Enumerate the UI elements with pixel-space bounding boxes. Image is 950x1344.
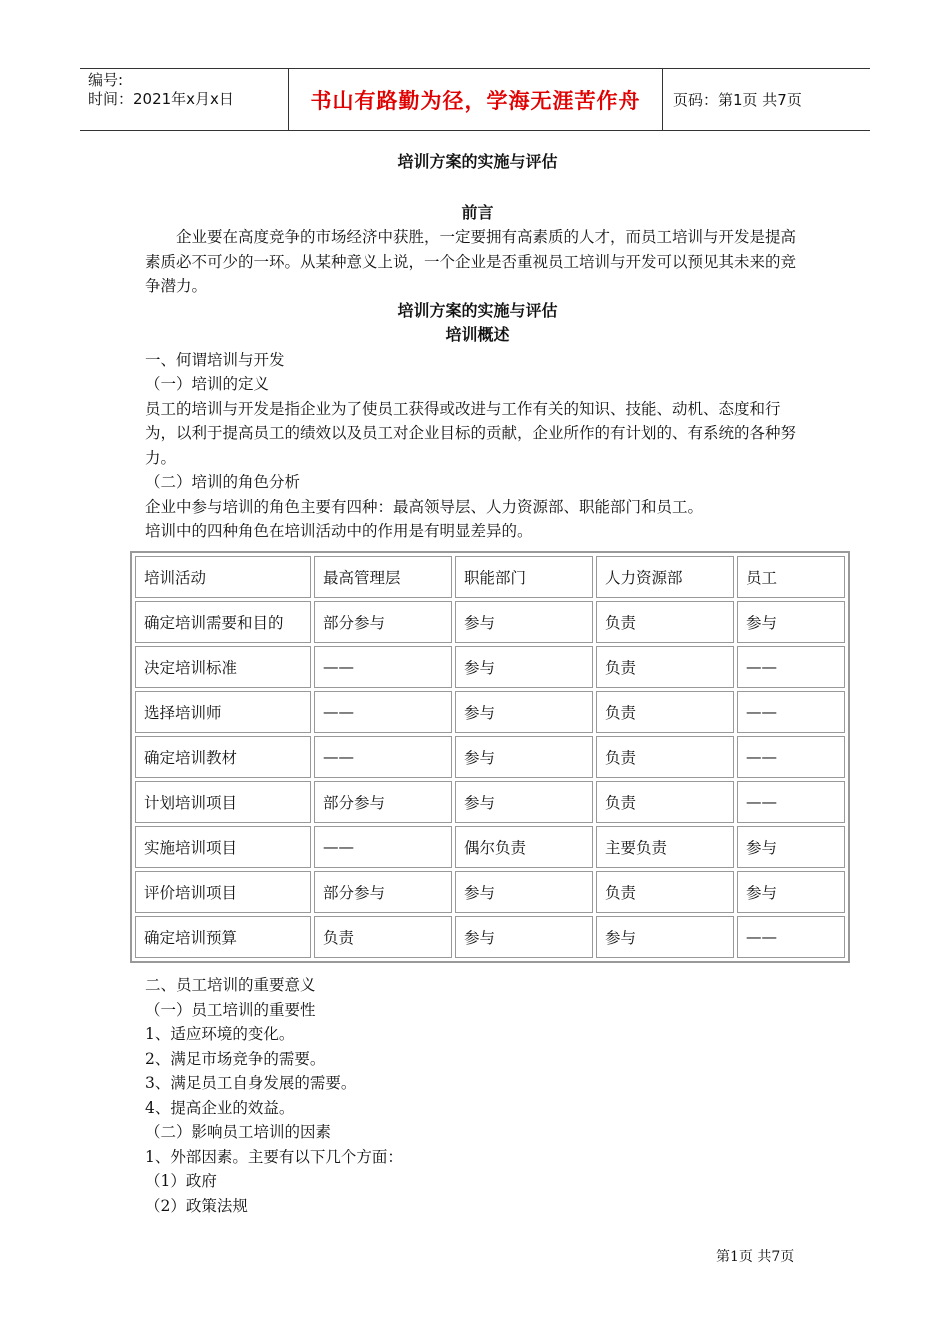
table-header-cell: 职能部门 — [455, 556, 593, 598]
table-cell: —— — [737, 916, 845, 958]
text-line: 企业中参与培训的角色主要有四种：最高领导层、人力资源部、职能部门和员工。 — [145, 497, 704, 516]
table-row — [135, 601, 845, 643]
table-cell: 负责 — [596, 646, 734, 688]
document-number-label: 编号: — [88, 71, 124, 89]
text-line: 2、满足市场竞争的需要。 — [145, 1049, 326, 1068]
text-line: 3、满足员工自身发展的需要。 — [145, 1074, 357, 1092]
table-cell: 负责 — [596, 691, 734, 733]
table-cell: —— — [314, 826, 452, 868]
text-line: 1、外部因素。主要有以下几个方面： — [145, 1147, 403, 1166]
table-cell: 参与 — [455, 646, 593, 688]
text-line: （二）培训的角色分析 — [145, 473, 301, 491]
text-line: 二、员工培训的重要意义 — [145, 976, 316, 994]
table-cell: 计划培训项目 — [135, 781, 311, 823]
section-title: 培训方案的实施与评估 — [397, 300, 558, 320]
table-cell: 负责 — [596, 601, 734, 643]
table-cell: 负责 — [596, 871, 734, 913]
table-header-cell: 最高管理层 — [314, 556, 452, 598]
table-row — [135, 826, 845, 868]
table-cell: 参与 — [455, 601, 593, 643]
page-footer: 第1页 共7页 — [716, 1249, 795, 1265]
preface-title: 前言 — [461, 202, 494, 222]
table-cell: 选择培训师 — [135, 691, 311, 733]
table-cell: 主要负责 — [596, 826, 734, 868]
table-row — [135, 871, 845, 913]
training-roles-table — [130, 551, 850, 963]
table-cell: 部分参与 — [314, 871, 452, 913]
table-cell: 参与 — [455, 736, 593, 778]
document-body — [145, 150, 810, 544]
table-cell: 参与 — [596, 916, 734, 958]
table-row — [135, 646, 845, 688]
section-two-text — [145, 973, 810, 1218]
text-line: 一、何谓培训与开发 — [145, 350, 285, 369]
table-cell: 确定培训预算 — [135, 916, 311, 958]
table-cell: 负责 — [596, 736, 734, 778]
table-cell: —— — [737, 691, 845, 733]
table-cell: 参与 — [737, 871, 845, 913]
text-line: 员工的培训与开发是指企业为了使员工获得或改进与工作有关的知识、技能、动机、态度和行为，以利于提高员工的绩效以及员工对企业目标的贡献，企业所作的有计划的、有系统的各种努力。 — [145, 399, 797, 467]
preface-paragraph: 企业要在高度竞争的市场经济中获胜，一定要拥有高素质的人才，而员工培训与开发是提高素质必不可少的一环。从某种意义上说，一个企业是否重视员工培训与开发可以预见其未来的竞争潜力。 — [145, 228, 797, 295]
text-line: （一）员工培训的重要性 — [145, 1000, 316, 1019]
table-cell: 实施培训项目 — [135, 826, 311, 868]
page-header — [80, 68, 870, 131]
text-line: 培训中的四种角色在培训活动中的作用是有明显差异的。 — [145, 522, 533, 540]
table-cell: —— — [314, 691, 452, 733]
table-cell: 部分参与 — [314, 781, 452, 823]
table-cell: 参与 — [455, 871, 593, 913]
header-meta — [80, 69, 289, 130]
table-header-row — [135, 556, 845, 598]
table-cell: 决定培训标准 — [135, 646, 311, 688]
document-title: 培训方案的实施与评估 — [397, 152, 558, 171]
text-line: （2）政策法规 — [145, 1196, 248, 1215]
text-line: 1、适应环境的变化。 — [145, 1025, 295, 1043]
table-cell: —— — [737, 781, 845, 823]
table-cell: —— — [314, 736, 452, 778]
text-line: （一）培训的定义 — [145, 375, 270, 393]
table-cell: —— — [314, 646, 452, 688]
text-line: 4、提高企业的效益。 — [145, 1098, 295, 1117]
text-line: （1）政府 — [145, 1172, 217, 1190]
table-row — [135, 916, 845, 958]
table-cell: 负责 — [596, 781, 734, 823]
table-cell: 部分参与 — [314, 601, 452, 643]
table-cell: 偶尔负责 — [455, 826, 593, 868]
table-row — [135, 736, 845, 778]
section-one-text — [145, 348, 810, 544]
table-header-cell: 培训活动 — [135, 556, 311, 598]
document-time-label: 时间：2021年x月x日 — [88, 90, 234, 108]
table-row — [135, 781, 845, 823]
table-header-cell: 人力资源部 — [596, 556, 734, 598]
table-header-cell: 员工 — [737, 556, 845, 598]
table-cell: 参与 — [455, 916, 593, 958]
table-cell: 参与 — [455, 691, 593, 733]
table-cell: 参与 — [737, 601, 845, 643]
header-page-label: 页码：第1页 共7页 — [673, 91, 802, 109]
table-cell: 负责 — [314, 916, 452, 958]
table-cell: 参与 — [455, 781, 593, 823]
table-cell: —— — [737, 736, 845, 778]
table-cell: —— — [737, 646, 845, 688]
text-line: （二）影响员工培训的因素 — [145, 1123, 332, 1141]
table-cell: 确定培训教材 — [135, 736, 311, 778]
overview-title: 培训概述 — [445, 325, 510, 344]
table-row — [135, 691, 845, 733]
table-cell: 参与 — [737, 826, 845, 868]
table-cell: 评价培训项目 — [135, 871, 311, 913]
header-motto: 书山有路勤为径，学海无涯苦作舟 — [289, 69, 663, 130]
table-cell: 确定培训需要和目的 — [135, 601, 311, 643]
